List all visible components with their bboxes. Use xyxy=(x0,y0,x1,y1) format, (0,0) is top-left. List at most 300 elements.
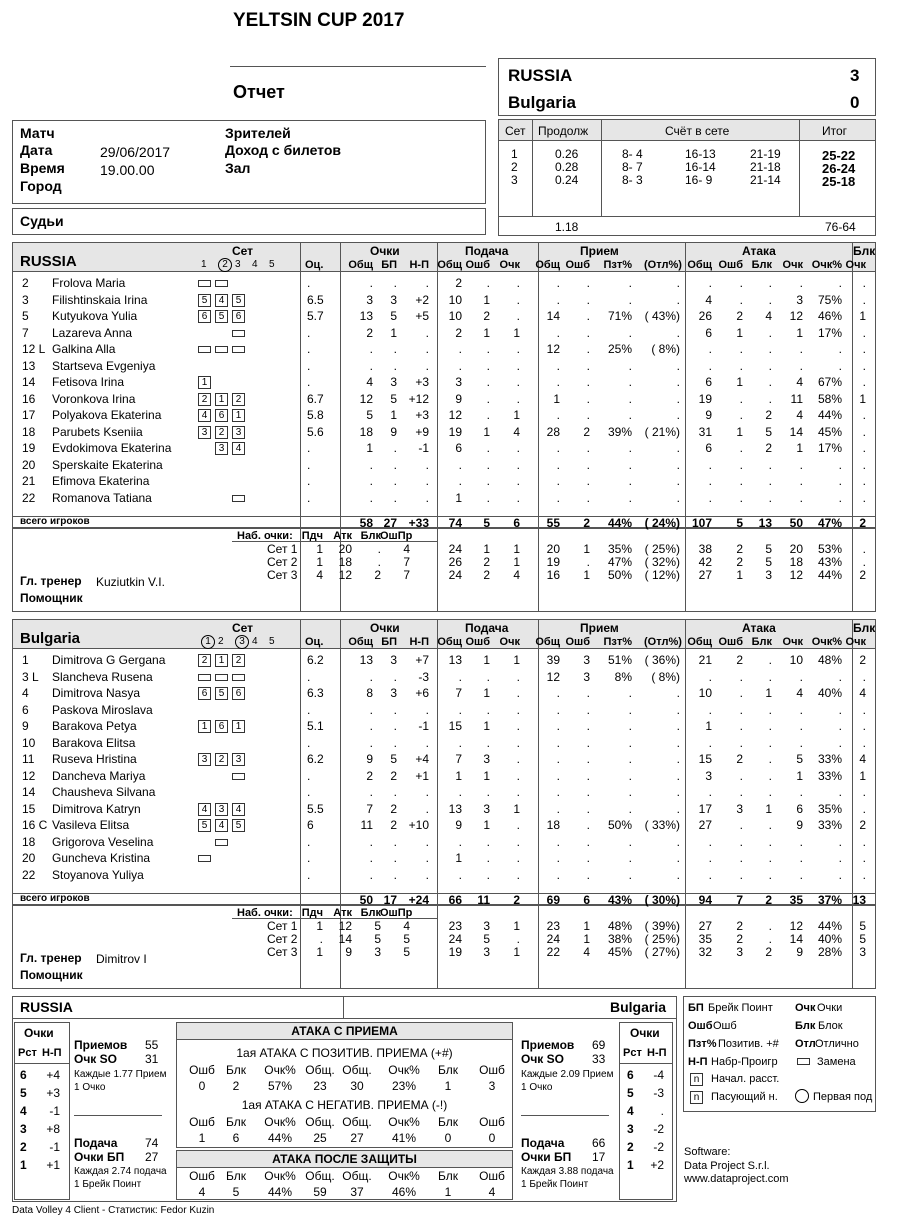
left-one: 1 Очко xyxy=(74,1082,106,1093)
player-stat: . xyxy=(586,702,590,717)
player-stat: . xyxy=(369,785,373,799)
player-stat: . xyxy=(799,474,803,488)
set-row-stat: 1 xyxy=(483,542,490,556)
player-stat: 1 xyxy=(859,768,866,783)
starting-position-box: 4 xyxy=(198,803,211,816)
starting-position-box: 1 xyxy=(232,720,245,733)
player-stat: . xyxy=(425,735,429,750)
player-stat: 2 xyxy=(483,309,490,323)
player-stat: . xyxy=(739,851,743,865)
player-name: Startseva Evgeniya xyxy=(52,358,156,373)
starting-position-box: 4 xyxy=(232,442,245,455)
legend-pzt-key: Пзт% xyxy=(688,1038,717,1050)
set-row-nab: 18 xyxy=(338,555,352,569)
player-number: 16 xyxy=(22,391,36,406)
time-label: Время xyxy=(20,160,65,176)
set-row-stat: 5 xyxy=(859,932,866,946)
player-stat: . xyxy=(516,358,520,373)
player-stat: . xyxy=(586,408,590,422)
player-stat: . xyxy=(628,834,632,849)
subheader: Очк% xyxy=(811,636,842,648)
set-row-stat: 1 xyxy=(736,568,743,582)
left-one2: 1 Брейк Поинт xyxy=(74,1179,142,1190)
player-stat: . xyxy=(628,391,632,406)
date-label: Дата xyxy=(20,142,53,158)
player-number: 19 xyxy=(22,441,36,455)
player-stat: . xyxy=(628,867,632,882)
set-row-nab: 4 xyxy=(403,542,410,556)
legend-blk-val: Блок xyxy=(818,1020,843,1032)
player-stat: . xyxy=(768,719,772,733)
player-stat: . xyxy=(838,669,842,684)
nab-col-header: ОшПр xyxy=(380,530,413,542)
player-stat: 12 xyxy=(359,391,373,406)
left-recv-label: Приемов xyxy=(74,1038,128,1052)
subheader: Общ xyxy=(687,636,712,648)
player-stat: . xyxy=(516,834,520,849)
starting-position-box: 3 xyxy=(215,803,228,816)
player-stat: . xyxy=(862,735,866,750)
set-row-stat: 40% xyxy=(817,932,842,946)
set-row-stat: 38% xyxy=(607,932,632,946)
player-stat: 1 xyxy=(765,801,772,816)
player-stat: -1 xyxy=(418,441,429,455)
player-stat: . xyxy=(628,276,632,290)
header-reception: Прием xyxy=(580,244,619,258)
attack-value: 5 xyxy=(232,1185,240,1199)
player-stat: . xyxy=(768,735,772,750)
set-row-stat: 32 xyxy=(698,945,712,959)
set-row-stat: 23 xyxy=(546,919,560,933)
player-stat: . xyxy=(425,474,429,488)
set-score-16: 16- 9 xyxy=(685,173,713,187)
legend-start-box-icon: n xyxy=(690,1073,703,1086)
player-stat: . xyxy=(586,686,590,700)
right-recv-label: Приемов xyxy=(521,1038,575,1052)
referees-box xyxy=(12,208,486,235)
player-stat: . xyxy=(586,276,590,290)
player-stat: . xyxy=(799,851,803,865)
player-stat: . xyxy=(628,752,632,766)
player-stat: . xyxy=(768,490,772,505)
player-stat: 1 xyxy=(390,325,397,340)
player-stat: 1 xyxy=(483,292,490,307)
legend-np-key: Н-П xyxy=(688,1056,708,1068)
player-stat: . xyxy=(739,768,743,783)
player-number: 1 xyxy=(22,653,29,667)
set-row-stat: 20 xyxy=(789,542,803,556)
player-rating: 5.6 xyxy=(307,424,324,439)
right-bp-label: Очки БП xyxy=(521,1150,572,1164)
player-stat: . xyxy=(676,441,680,455)
player-stat: . xyxy=(768,867,772,882)
set-row-stat: 35% xyxy=(607,542,632,556)
player-stat: 1 xyxy=(483,325,490,340)
player-number: 20 xyxy=(22,851,36,865)
set-row-stat: 24 xyxy=(448,568,462,582)
player-stat: . xyxy=(556,785,560,799)
player-stat: 1 xyxy=(483,424,490,439)
player-stat: 33% xyxy=(817,818,842,832)
team-total: 2 xyxy=(765,893,772,907)
legend-osh-val: Ошб xyxy=(713,1020,737,1032)
player-stat: 6 xyxy=(705,325,712,340)
player-stat: 5 xyxy=(366,408,373,422)
player-stat: 13 xyxy=(448,653,462,667)
player-stat: . xyxy=(556,292,560,307)
player-stat: . xyxy=(486,702,490,717)
subheader: Очк% xyxy=(811,259,842,271)
left-serve: 74 xyxy=(145,1136,159,1150)
set-total: 26-24 xyxy=(822,161,856,176)
left-so-label: Очк SO xyxy=(74,1052,117,1066)
player-number: 18 xyxy=(22,424,36,439)
player-name: Lazareva Anna xyxy=(52,325,133,340)
team-total: 107 xyxy=(691,516,712,530)
assistant-label: Помощник xyxy=(20,591,83,605)
player-stat: 2 xyxy=(736,309,743,323)
player-stat: . xyxy=(393,669,397,684)
rotation-plus-minus: +4 xyxy=(46,1068,60,1082)
team-total: 66 xyxy=(448,893,462,907)
starting-position-box: 5 xyxy=(198,819,211,832)
set-row-stat: 3 xyxy=(483,919,490,933)
player-stat: . xyxy=(862,801,866,816)
right-recv: 69 xyxy=(592,1038,606,1052)
player-stat: . xyxy=(676,702,680,717)
player-stat: 4 xyxy=(796,408,803,422)
player-stat: 3 xyxy=(796,292,803,307)
set-row-stat: 2 xyxy=(859,568,866,582)
player-stat: . xyxy=(628,358,632,373)
player-number: 14 xyxy=(22,785,36,799)
player-name: Vasileva Elitsa xyxy=(52,818,130,832)
player-stat: 3 xyxy=(455,375,462,389)
player-stat: . xyxy=(708,785,712,799)
player-stat: 8 xyxy=(366,686,373,700)
player-stat: . xyxy=(516,309,520,323)
team-total: 55 xyxy=(546,516,560,530)
player-stat: . xyxy=(676,474,680,488)
set-number-4: 4 xyxy=(252,259,258,270)
attack-value: 23% xyxy=(391,1079,417,1093)
time-value: 19.00.00 xyxy=(100,162,155,178)
legend-pzt-val: Позитив. +# xyxy=(718,1038,779,1050)
player-name: Polyakova Ekaterina xyxy=(52,408,162,422)
player-stat: +3 xyxy=(415,375,429,389)
team1-sets: 3 xyxy=(850,66,860,85)
player-stat: . xyxy=(369,851,373,865)
team2-name: Bulgaria xyxy=(508,93,577,112)
player-stat: . xyxy=(516,818,520,832)
player-stat: . xyxy=(369,834,373,849)
player-stat: 35% xyxy=(817,801,842,816)
sets-header-set: Сет xyxy=(505,124,526,138)
set-row-nab: 12 xyxy=(338,568,352,582)
set-row-stat: 12 xyxy=(789,568,803,582)
player-stat: . xyxy=(768,669,772,684)
attack-value: 4 xyxy=(198,1185,206,1199)
set-row-stat: 20 xyxy=(546,542,560,556)
player-stat: . xyxy=(739,441,743,455)
player-stat: . xyxy=(586,768,590,783)
attack-col-header: Ошб xyxy=(479,1063,505,1077)
player-stat: 1 xyxy=(736,325,743,340)
player-stat: . xyxy=(556,457,560,472)
player-stat: . xyxy=(628,851,632,865)
player-stat: . xyxy=(628,375,632,389)
player-stat: 2 xyxy=(455,325,462,340)
set-row-nab: 4 xyxy=(403,919,410,933)
player-stat: . xyxy=(676,768,680,783)
subheader: Очк xyxy=(499,636,520,648)
rotation-right-rst: Рст xyxy=(623,1047,642,1059)
player-stat: . xyxy=(556,375,560,389)
player-stat: . xyxy=(516,276,520,290)
player-stat: . xyxy=(556,851,560,865)
player-stat: . xyxy=(739,408,743,422)
attack-value: 37 xyxy=(350,1185,364,1199)
nab-col-header: Атк xyxy=(333,530,352,542)
player-stat: . xyxy=(768,375,772,389)
set-row-nab: 3 xyxy=(374,945,381,959)
set-number-4: 4 xyxy=(252,636,258,647)
legend-osh-key: Ошб xyxy=(688,1020,713,1032)
legend-zam: Замена xyxy=(817,1056,856,1068)
nab-col-header: Блк xyxy=(360,907,381,919)
player-stat: 13 xyxy=(359,309,373,323)
attack-col-header: Очк% xyxy=(388,1063,420,1077)
team-total: 6 xyxy=(513,516,520,530)
player-stat: 3 xyxy=(390,292,397,307)
player-stat: 15 xyxy=(448,719,462,733)
player-stat: 4 xyxy=(796,375,803,389)
set-row-nab: 5 xyxy=(403,945,410,959)
player-stat: . xyxy=(486,851,490,865)
set-score-8: 8- 4 xyxy=(622,147,643,161)
starting-position-box: 5 xyxy=(215,687,228,700)
player-number: 3 xyxy=(22,292,29,307)
player-stat: 17 xyxy=(698,801,712,816)
player-name: Barakova Elitsa xyxy=(52,735,136,750)
substitution-bar-icon xyxy=(232,330,245,337)
player-stat: . xyxy=(739,867,743,882)
set-number: 3 xyxy=(511,173,518,187)
player-rating: 6.5 xyxy=(307,292,324,307)
player-stat: . xyxy=(676,834,680,849)
player-rating: . xyxy=(307,851,311,865)
set-row-stat: 14 xyxy=(789,932,803,946)
player-stat: . xyxy=(739,719,743,733)
team-total: 11 xyxy=(477,893,490,907)
player-stat: . xyxy=(739,669,743,684)
team-total: 5 xyxy=(483,516,490,530)
team-total: 13 xyxy=(852,893,866,907)
player-stat: . xyxy=(586,490,590,505)
set-row-stat: 45% xyxy=(607,945,632,959)
player-stat: . xyxy=(369,490,373,505)
coach-label: Гл. тренер xyxy=(20,574,82,588)
attack-value: 6 xyxy=(232,1131,240,1145)
set-row-stat: 27 xyxy=(698,568,712,582)
player-name: Efimova Ekaterina xyxy=(52,474,150,488)
player-stat: 5 xyxy=(390,309,397,323)
right-every2: Каждая 3.88 подача xyxy=(521,1166,614,1177)
player-stat: . xyxy=(628,702,632,717)
player-stat: . xyxy=(425,490,429,505)
player-stat: . xyxy=(516,735,520,750)
team-name: RUSSIA xyxy=(20,253,77,270)
player-stat: . xyxy=(393,441,397,455)
attack-value: 30 xyxy=(350,1079,364,1093)
starting-position-box: 2 xyxy=(232,654,245,667)
rotation-left-rst: Рст xyxy=(18,1047,37,1059)
assistant-label: Помощник xyxy=(20,968,83,982)
player-stat: . xyxy=(768,752,772,766)
player-rating: . xyxy=(307,867,311,882)
player-stat: . xyxy=(486,785,490,799)
player-stat: . xyxy=(862,342,866,356)
player-stat: . xyxy=(586,735,590,750)
substitution-bar-icon xyxy=(232,773,245,780)
player-name: Grigorova Veselina xyxy=(52,834,154,849)
rotation-number: 5 xyxy=(20,1086,27,1100)
player-name: Voronkova Irina xyxy=(52,391,136,406)
player-stat: . xyxy=(739,358,743,373)
player-stat: ( 33%) xyxy=(644,818,680,832)
player-stat: . xyxy=(628,457,632,472)
header-reception: Прием xyxy=(580,621,619,635)
substitution-bar-icon xyxy=(215,346,228,353)
attack-value: 1 xyxy=(444,1185,452,1199)
legend-setter-box-icon: n xyxy=(690,1091,703,1104)
player-stat: 2 xyxy=(455,276,462,290)
set-duration: 0.28 xyxy=(555,160,579,174)
player-name: Sperskaite Ekaterina xyxy=(52,457,163,472)
attack-value: 1 xyxy=(444,1079,452,1093)
player-stat: . xyxy=(516,752,520,766)
player-stat: . xyxy=(556,325,560,340)
player-stat: . xyxy=(393,735,397,750)
nab-col-header: Пдч xyxy=(301,530,323,542)
header-rating: Оц. xyxy=(305,636,324,648)
subheader: Блк xyxy=(751,259,772,271)
attack-col-header: Ошб xyxy=(189,1115,215,1129)
player-stat: . xyxy=(628,785,632,799)
rotation-left-np: Н-П xyxy=(42,1047,62,1059)
player-name: Kutyukova Yulia xyxy=(52,309,138,323)
player-stat: . xyxy=(739,474,743,488)
team-total: 35 xyxy=(789,893,803,907)
set-row-label: Сет 1 xyxy=(267,919,298,933)
report-label: Отчет xyxy=(233,82,285,102)
player-stat: 9 xyxy=(705,408,712,422)
player-stat: . xyxy=(838,276,842,290)
player-stat: . xyxy=(586,851,590,865)
rotation-plus-minus: -1 xyxy=(49,1104,60,1118)
set-row-stat: 26 xyxy=(448,555,462,569)
set-row-stat: ( 25%) xyxy=(644,542,680,556)
player-stat: . xyxy=(556,408,560,422)
coach-name: Kuziutkin V.I. xyxy=(96,575,165,589)
legend-nach: Начал. расст. xyxy=(711,1073,780,1085)
player-stat: 27 xyxy=(698,818,712,832)
player-stat: 1 xyxy=(513,801,520,816)
player-stat: . xyxy=(516,851,520,865)
right-serve: 66 xyxy=(592,1136,606,1150)
set-row-nab: 2 xyxy=(374,568,381,582)
player-stat: 5 xyxy=(796,752,803,766)
header-block: Блк xyxy=(853,621,876,635)
team-total: 5 xyxy=(736,516,743,530)
set-row-stat: 23 xyxy=(448,919,462,933)
header-points: Очки xyxy=(370,244,400,258)
starting-position-box: 6 xyxy=(232,687,245,700)
starting-position-box: 3 xyxy=(198,426,211,439)
team-total: 43% xyxy=(607,893,632,907)
set-row-stat: 9 xyxy=(796,945,803,959)
set-total: 25-18 xyxy=(822,174,856,189)
player-stat: +4 xyxy=(415,752,429,766)
page-title: YELTSIN CUP 2017 xyxy=(233,10,405,31)
player-stat: . xyxy=(799,867,803,882)
set-row-stat: ( 27%) xyxy=(644,945,680,959)
player-stat: . xyxy=(739,686,743,700)
player-stat: +3 xyxy=(415,408,429,422)
starting-position-box: 6 xyxy=(198,310,211,323)
attack-col-header: Общ. xyxy=(342,1169,372,1183)
player-stat: 2 xyxy=(366,325,373,340)
player-stat: . xyxy=(486,834,490,849)
player-stat: . xyxy=(369,702,373,717)
player-stat: . xyxy=(708,867,712,882)
starting-position-box: 1 xyxy=(232,409,245,422)
team-total: 2 xyxy=(859,516,866,530)
set-row-stat: ( 25%) xyxy=(644,932,680,946)
coach-name: Dimitrov I xyxy=(96,952,147,966)
player-stat: . xyxy=(556,834,560,849)
set-row-stat: 18 xyxy=(789,555,803,569)
set-duration: 0.26 xyxy=(555,147,579,161)
player-rating: 5.5 xyxy=(307,801,324,816)
header-points: Очки xyxy=(370,621,400,635)
team-total: 7 xyxy=(736,893,743,907)
player-stat: 19 xyxy=(698,391,712,406)
set-row-label: Сет 3 xyxy=(267,568,298,582)
player-stat: 6 xyxy=(455,441,462,455)
set-row-stat: ( 12%) xyxy=(644,568,680,582)
player-rating: 5.8 xyxy=(307,408,324,422)
substitution-bar-icon xyxy=(215,674,228,681)
player-stat: 7 xyxy=(366,801,373,816)
player-stat: 13 xyxy=(359,653,373,667)
player-name: Barakova Petya xyxy=(52,719,137,733)
player-name: Ruseva Hristina xyxy=(52,752,137,766)
set-row-stat: 2 xyxy=(736,932,743,946)
set-number-3: 3 xyxy=(235,635,249,649)
set-row-stat: 28% xyxy=(817,945,842,959)
starting-position-box: 1 xyxy=(215,393,228,406)
player-stat: . xyxy=(838,867,842,882)
team-total: 58 xyxy=(359,516,373,530)
rotation-number: 6 xyxy=(20,1068,27,1082)
attack-col-header: Блк xyxy=(226,1063,246,1077)
rotation-number: 2 xyxy=(20,1140,27,1154)
player-stat: . xyxy=(516,474,520,488)
player-stat: 2 xyxy=(390,768,397,783)
total-points: 76-64 xyxy=(825,220,856,234)
player-stat: 1 xyxy=(366,441,373,455)
